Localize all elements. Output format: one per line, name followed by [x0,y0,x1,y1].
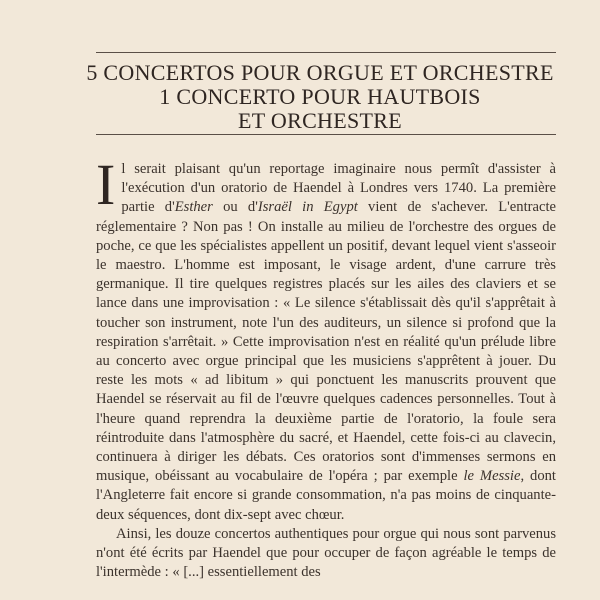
drop-cap: I [96,152,116,217]
work-title-esther: Esther [174,199,213,216]
work-title-messie: le Messie [463,468,521,485]
heading-line-2: 1 CONCERTO POUR HAUTBOIS [159,84,481,109]
paragraph-2: Ainsi, les douze concertos authentiques pour orgue qui nous sont parvenus n'ont été écrits par Haendel que pour occuper de façon agréable le temps de l'intermède : « [...] essentiellement des [96,525,556,581]
paragraph-1-text-a: l serait plaisant qu'un reportage imaginaire nous permît d'assister à l'exécution d'un oratorio de Haendel à Londres vers 1740. La première partie d' [121,161,556,216]
paragraph-1-text-c: vient de s'achever. L'entracte réglementaire ? Non pas ! On installe au milieu de l'orchestre des orgues de poche, ce que les spécialistes appellent un positif, devant lequel vient s'asseoir le maestro. L'homme est imposant, le visage ardent, d'une carrure très germanique. Il tire quelques registres placés sur les ailes des claviers et se lance dans une improvisation : « Le silence s'établissait dès qu'il s'apprêtait à toucher son instrument, note l'un des auditeurs, un silence si profond que la respiration s'arrêtait. » Cette improvisation n'est en réalité qu'un prélude libre au concerto avec orgue principal que les musiciens s'apprêtent à jouer. Du reste les mots « ad libitum » qui ponctuent les manuscrits prouvent que Haendel se réservait au fil de l'œuvre quelques cadences personnelles. Tout à l'heure quand reprendra la deuxième partie de l'oratorio, la foule sera réintroduite dans l'atmosphère du sacré, et Haendel, cette fois-ci au clavecin, continuera à diriger les débats. Ces oratorios sont d'immenses sermons en musique, obéissant au vocabulaire de l'opéra ; par exemple [96,199,556,485]
paragraph-1-text-d: , dont l'Angleterre fait encore si grande consommation, n'a pas moins de cinquante-deux séquences, dont dix-sept avec chœur. [96,468,556,523]
paragraph-1 [96,152,556,525]
heading-line-1: 5 CONCERTOS POUR ORGUE ET ORCHESTRE [86,60,554,85]
top-rule [96,52,556,53]
article-body [96,152,556,582]
heading-line-3: ET ORCHESTRE [238,108,402,133]
work-title-israel: Israël in Egypt [257,199,358,216]
bottom-rule [96,134,556,135]
paragraph-1-text-b: ou d' [212,199,258,216]
